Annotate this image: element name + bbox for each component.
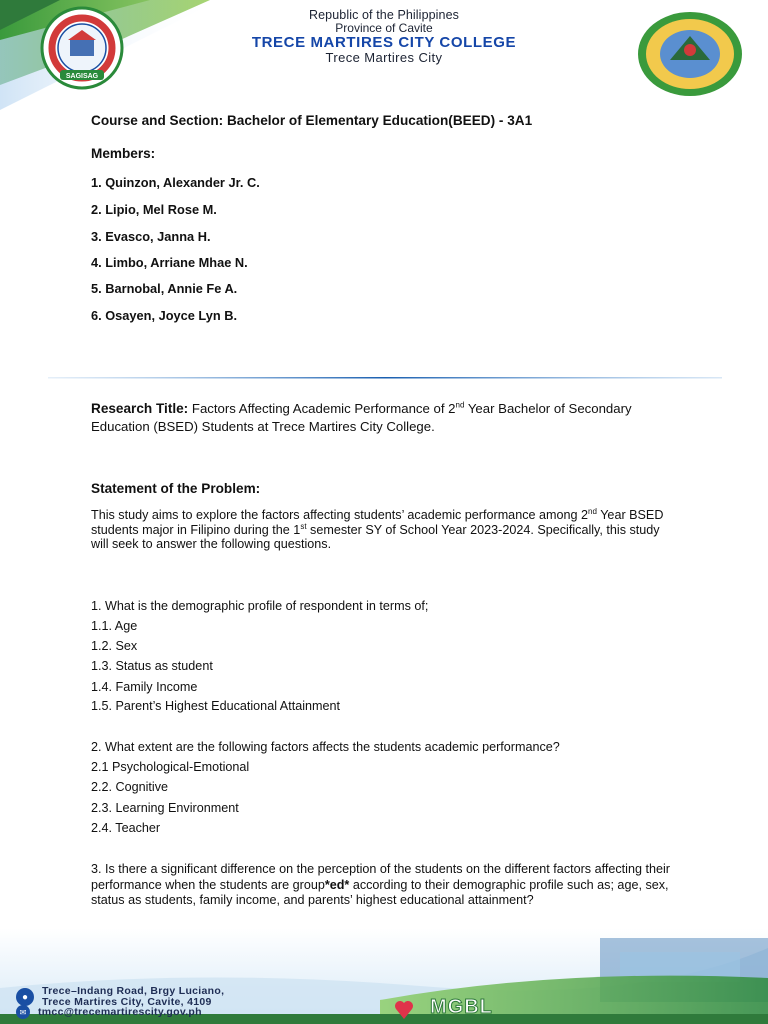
member-item: 1. Quinzon, Alexander Jr. C. [91,175,260,190]
header-province: Province of Cavite [335,21,433,35]
member-item: 2. Lipio, Mel Rose M. [91,202,217,217]
right-seal-logo [636,10,744,98]
question-1-item: 1.1. Age [91,619,138,633]
header-text-block [200,9,568,65]
question-2-item: 2.1 Psychological-Emotional [91,760,250,774]
question-1-item: 1.3. Status as student [91,659,213,673]
question-3-emphasis: *ed* [324,877,350,892]
question-3-text: 3. Is there a significant difference on the perception of the students on the different factors affecting their performance when the students are group [91,862,670,892]
question-3 [91,862,671,909]
sop-text-2: Year BSED students major in Filipino during the 1 [91,508,664,537]
sop-text-3: semester SY of School Year 2023-2024. Specifically, this study will seek to answer the following questions. [91,522,660,551]
left-seal-text: SAGISAG [65,73,99,80]
research-title-sup: nd [455,400,465,410]
members-heading: Members: [91,146,156,161]
header-college-name: TRECE MARTIRES CITY COLLEGE [251,34,517,51]
footer-address-line2: Trece Martires City, Cavite, 4109 [42,996,212,1008]
research-title-text: Factors Affecting Academic Performance of 2 [188,401,456,416]
mgbl-logo-text: MGBL [430,996,493,1018]
sop-text-1: This study aims to explore the factors affecting students’ academic performance among 2 [91,508,589,522]
member-item: 3. Evasco, Janna H. [91,229,211,244]
header-republic: Republic of the Philippines [308,8,459,22]
question-1-item: 1.4. Family Income [91,680,198,694]
sop-sup-2: st [300,521,307,531]
research-title-text-cont: Year Bachelor of Secondary Education (BSED) Students at Trece Martires City College. [91,401,632,434]
header-city: Trece Martires City [325,50,443,65]
email-icon: ✉ [16,1005,30,1019]
question-1-item: 1.5. Parent’s Highest Educational Attainment [91,699,340,713]
statement-of-problem-paragraph [91,508,671,552]
question-2-item: 2.4. Teacher [91,821,161,835]
heart-icon [394,999,430,1021]
question-2: 2. What extent are the following factors affects the students academic performance? [91,740,560,754]
footer-email-text: tmcc@trecemartirescity.gov.ph [38,1005,202,1018]
question-2-item: 2.2. Cognitive [91,780,169,794]
left-seal-logo [40,6,124,90]
research-title [91,400,691,436]
course-and-section: Course and Section: Bachelor of Elementary Education(BEED) - 3A1 [91,113,533,128]
member-item: 4. Limbo, Arriane Mhae N. [91,255,248,270]
question-2-item: 2.3. Learning Environment [91,801,239,815]
location-pin-icon: ● [16,988,34,1006]
question-1-item: 1.2. Sex [91,639,138,653]
footer-email [16,1005,202,1019]
member-item: 6. Osayen, Joyce Lyn B. [91,308,238,323]
question-3-text-cont: according to their demographic profile such as; age, sex, status as students, family income, and parents’ highest educational attainment? [91,877,669,907]
research-title-label: Research Title: [91,401,189,416]
section-divider [48,376,722,380]
footer-address-line1: Trece–Indang Road, Brgy Luciano, [42,985,225,997]
question-1: 1. What is the demographic profile of respondent in terms of; [91,599,429,613]
statement-of-problem-heading: Statement of the Problem: [91,481,261,496]
sop-sup-1: nd [588,506,597,516]
member-item: 5. Barnobal, Annie Fe A. [91,281,238,296]
